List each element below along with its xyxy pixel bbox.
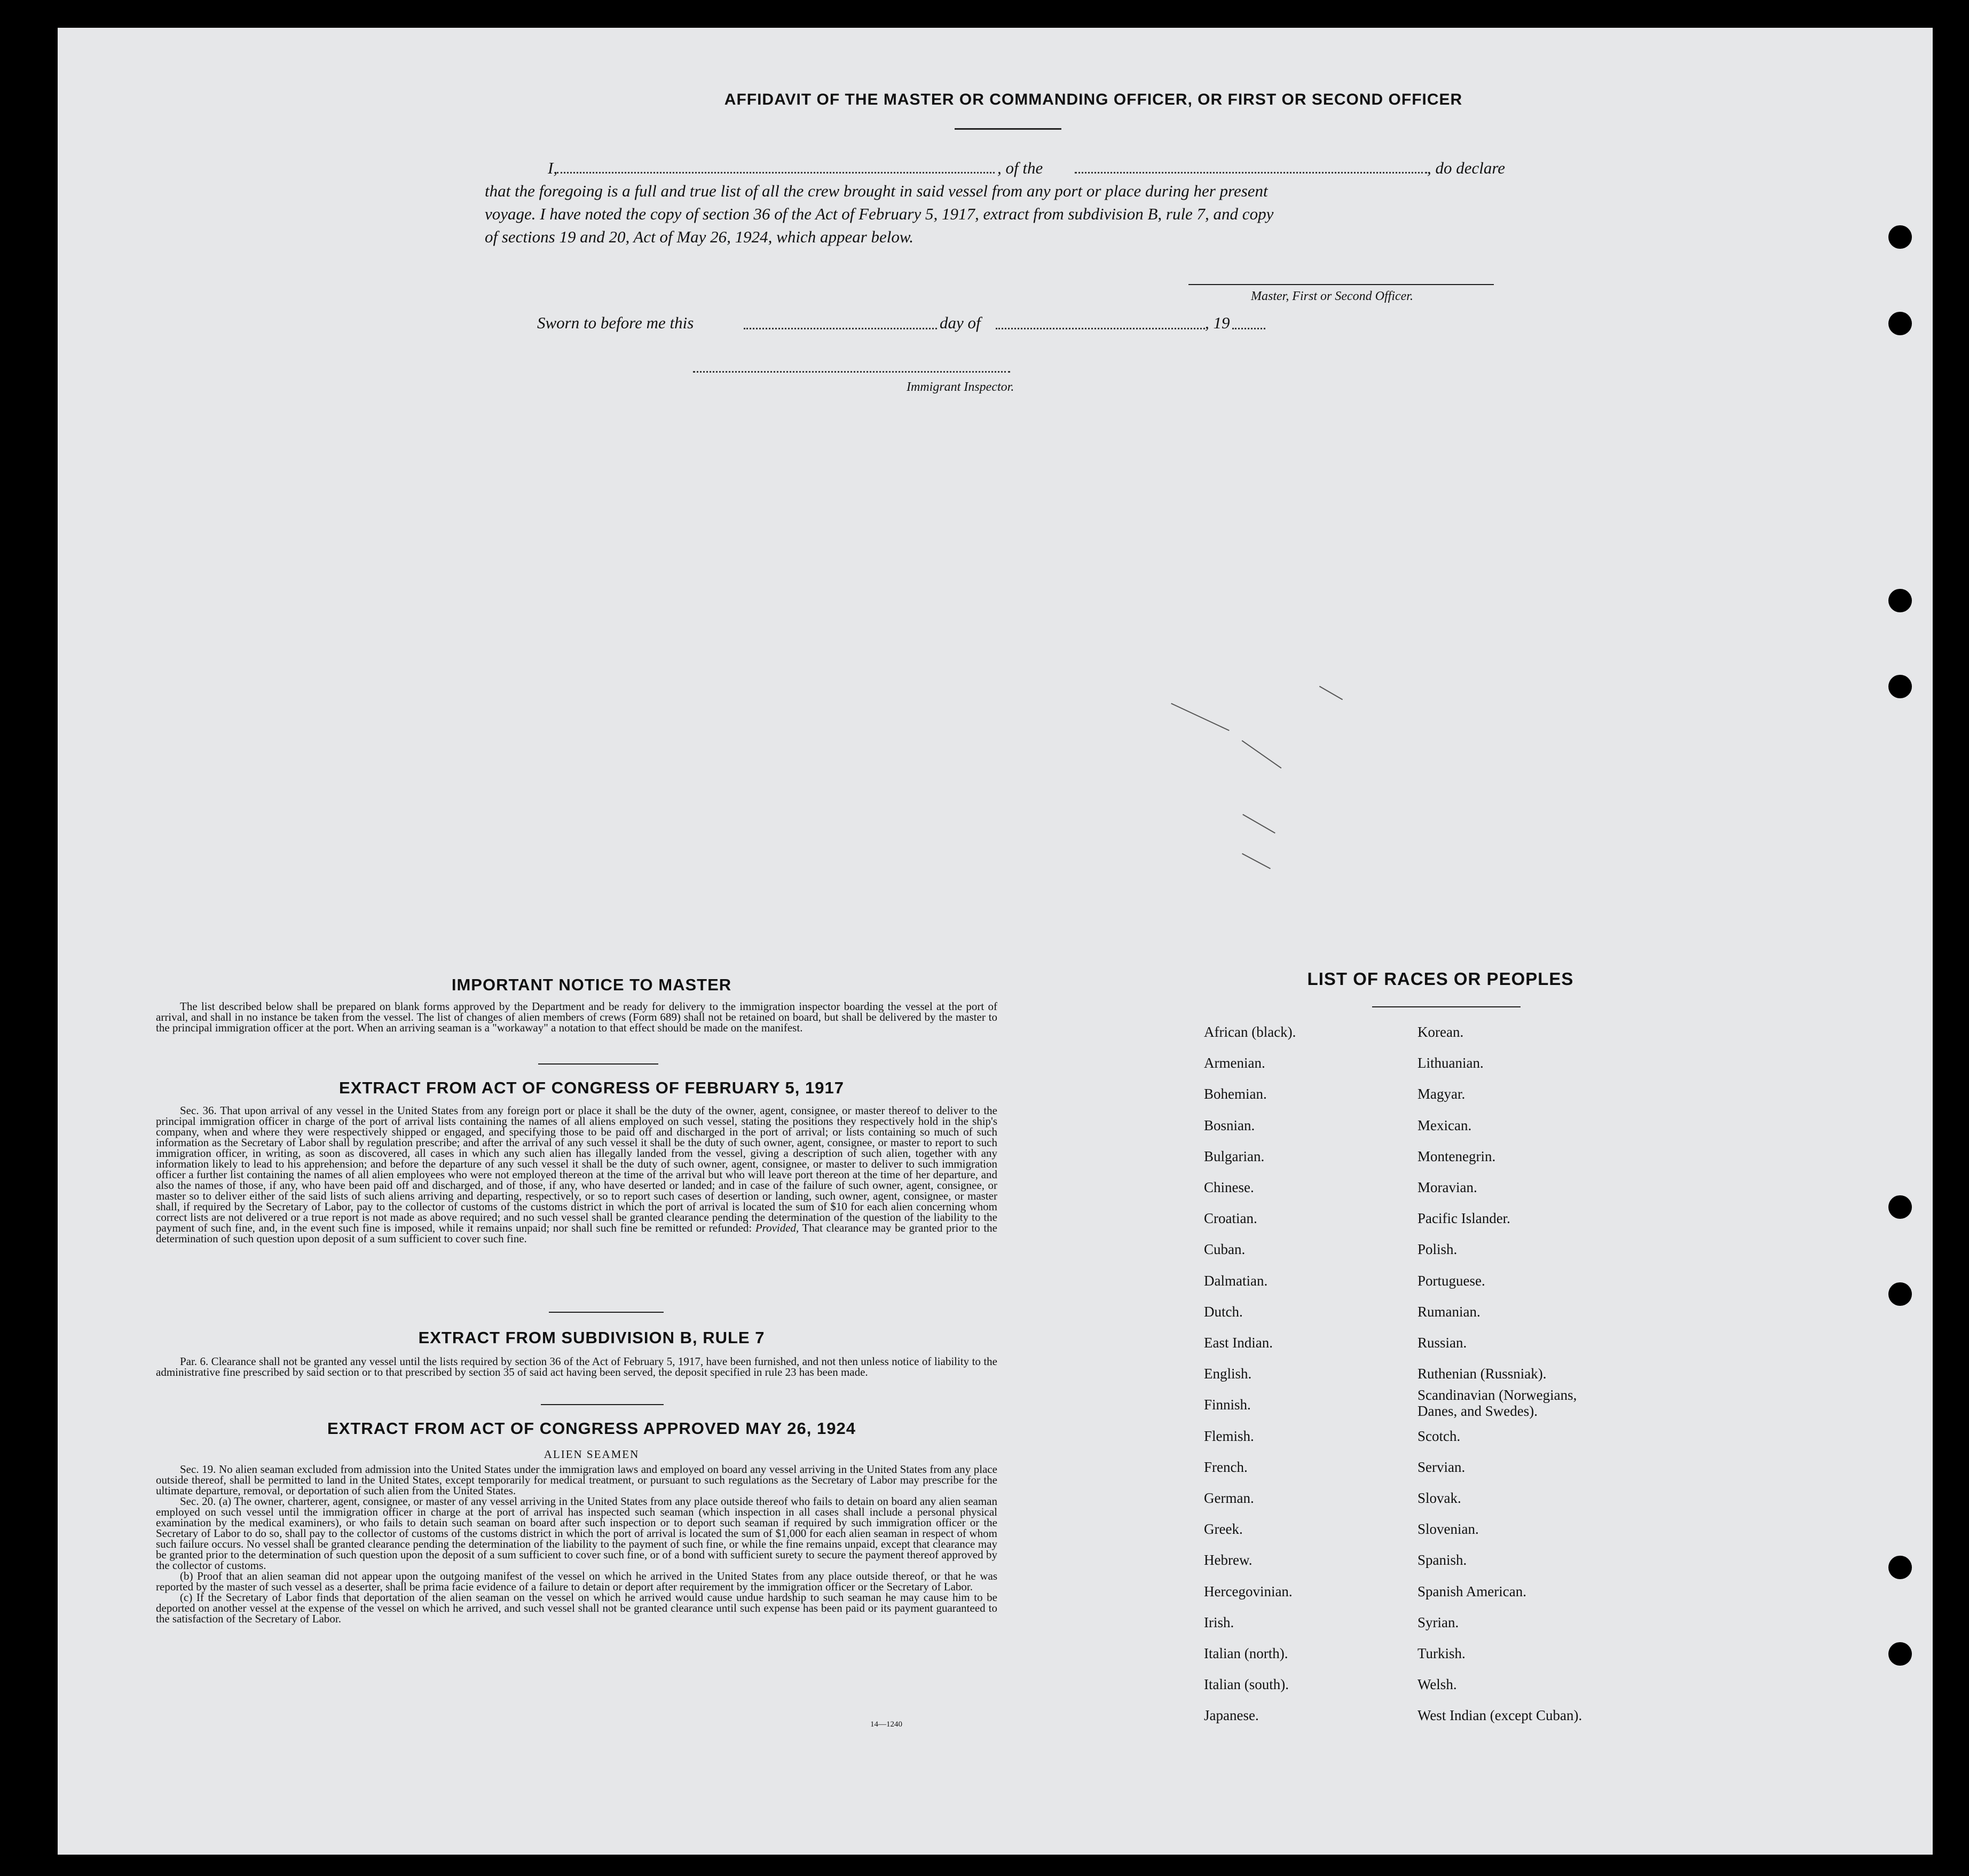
title-divider — [955, 128, 1061, 130]
section-36-text: Sec. 36. That upon arrival of any vessel in the United States from any foreign port or place it shall be the duty of the owner, agent, consignee, or master thereof to deliver to the principal immigration officer in charge of the port of arrival lists containing the names of all aliens employed on such vessel, stating the positions they respectively hold in the ship's company, when and where they were respectively shipped or engaged, and specifying those to be paid off and discharged in the port of arrival; or lists containing so much of such information as the Secretary of Labor shall by regulation prescribe; and after the arrival of any such vessel it shall be the duty of such owner, agent, consignee, or master to report to such immigration officer, in writing, as soon as discovered, all cases in which any such alien has illegally landed from the vessel, giving a description of such alien, together with any information likely to lead to his apprehension; and before the departure of any such vessel it shall be the duty of such owner, agent, consignee, or master to deliver to such immigration officer a further list containing the names of all alien employees who were not employed thereon at the time of the arrival but who will leave port thereon at the time of her departure, and also the names of those, if any, who have been paid off and discharged, and of those, if any, who have deserted or landed; and in case of the failure of such owner, agent, consignee, or master so to deliver either of the said lists of such aliens arriving and departing, respectively, or so to report such cases of desertion or landing, such owner, agent, consignee, or master shall, if required by the Secretary of Labor, pay to the collector of customs of the customs district in which the port of arrival is located the sum of $10 for each alien concerning whom correct lists are not delivered or a true report is not made as above required; and no such vessel shall be granted clearance pending the determination of the question of the liability to the payment of such fine, and, in the event such fine is imposed, while it remains unpaid; nor shall such fine be remitted or refunded: — [156, 1104, 997, 1234]
affidavit-declare: , do declare — [1427, 159, 1506, 177]
affidavit-text-line3: voyage. I have noted the copy of section 36 of the Act of February 5, 1917, extract from subdivision B, rule 7, and copy — [485, 204, 1274, 223]
inspector-label: Immigrant Inspector. — [907, 380, 1014, 394]
vessel-field[interactable] — [1075, 172, 1427, 174]
master-label: Master, First or Second Officer. — [1251, 289, 1413, 303]
race-item-left: Hebrew. — [1204, 1552, 1253, 1568]
race-item-right: Ruthenian (Russniak). — [1417, 1366, 1547, 1382]
race-item-left: Greek. — [1204, 1521, 1243, 1538]
race-item-right: Mexican. — [1417, 1117, 1472, 1133]
race-item-left: Croatian. — [1204, 1210, 1257, 1227]
binder-hole — [1888, 675, 1912, 698]
race-item-left: Dalmatian. — [1204, 1272, 1268, 1289]
affidavit-of-the: , of the — [997, 159, 1043, 177]
affidavit-text-line4: of sections 19 and 20, Act of May 26, 1924, which appear below. — [485, 227, 914, 246]
stray-mark — [1319, 686, 1343, 700]
name-field[interactable] — [557, 172, 995, 174]
extract-1917-title: EXTRACT FROM ACT OF CONGRESS OF FEBRUARY 5, 1917 — [339, 1078, 844, 1097]
section-divider — [538, 1063, 658, 1065]
race-item-left: African (black). — [1204, 1024, 1296, 1040]
notice-title: IMPORTANT NOTICE TO MASTER — [451, 975, 732, 994]
binder-hole — [1888, 312, 1912, 335]
binder-hole — [1888, 1195, 1912, 1219]
race-item-right: Scotch. — [1417, 1428, 1461, 1444]
sworn-year-field[interactable] — [1232, 328, 1265, 329]
race-item-right: Polish. — [1417, 1241, 1458, 1258]
binder-hole — [1888, 1282, 1912, 1306]
notice-paragraph: The list described below shall be prepared on blank forms approved by the Department and be ready for delivery to the immigration inspector boarding the vessel at the port of arrival, and shall in no instance be taken from the vessel. The list of changes of alien members of crews (Form 689) shall not be retained on board, but shall be delivered by the master to the principal immigration officer at the port. When an arriving seaman is a "workaway" a notation to that effect should be made on the manifest. — [156, 1000, 997, 1034]
extract-1924-text — [156, 1464, 997, 1624]
race-item-right: Moravian. — [1417, 1179, 1477, 1195]
proviso-word: Provided, — [755, 1221, 799, 1234]
race-item-right: Portuguese. — [1417, 1272, 1485, 1289]
extract-1924-title: EXTRACT FROM ACT OF CONGRESS APPROVED MAY 26, 1924 — [327, 1419, 856, 1438]
form-number: 14—1240 — [870, 1720, 902, 1729]
race-item-left: Italian (south). — [1204, 1676, 1289, 1693]
race-item-left: English. — [1204, 1366, 1252, 1382]
race-item-right: Lithuanian. — [1417, 1055, 1484, 1071]
race-item-right: Russian. — [1417, 1335, 1467, 1351]
race-item-right: Welsh. — [1417, 1676, 1457, 1693]
section-36-paragraph — [156, 1105, 997, 1244]
sworn-day-field[interactable] — [744, 328, 937, 329]
race-item-left: Bohemian. — [1204, 1086, 1267, 1102]
sworn-day-of: day of — [940, 313, 981, 332]
section-20c-paragraph: (c) If the Secretary of Labor finds that deportation of the alien seaman on the vessel on which he arrived would cause undue hardship to such seaman he may cause him to be deported on another vessel at the expense of the vessel on which he arrived, and such vessel shall not be granted clearance until such expense has been paid or its payment guaranteed to the satisfaction of the Secretary of Labor. — [156, 1591, 997, 1625]
race-item-right: Montenegrin. — [1417, 1148, 1496, 1164]
stray-mark — [1171, 703, 1230, 731]
binder-hole — [1888, 1556, 1912, 1579]
race-item-right: Syrian. — [1417, 1614, 1459, 1630]
affidavit-title: AFFIDAVIT OF THE MASTER OR COMMANDING OFFICER, OR FIRST OR SECOND OFFICER — [724, 91, 1463, 108]
race-item-right: Turkish. — [1417, 1645, 1466, 1661]
binder-hole — [1888, 1642, 1912, 1666]
alien-seamen-subtitle: ALIEN SEAMEN — [544, 1448, 640, 1461]
race-item-right: Servian. — [1417, 1459, 1466, 1475]
notice-text — [156, 1001, 997, 1033]
race-item-left: Bosnian. — [1204, 1117, 1255, 1133]
proviso-text: That clearance may be granted prior to the determination of such question upon deposit of a sum sufficient to cover such fine. — [156, 1221, 998, 1245]
affidavit-text-line2: that the foregoing is a full and true list of all the crew brought in said vessel from any port or place during her present — [485, 182, 1268, 200]
races-divider — [1372, 1006, 1521, 1007]
extract-rule7-text — [156, 1356, 997, 1377]
race-item-left: Flemish. — [1204, 1428, 1254, 1444]
race-item-left: Cuban. — [1204, 1241, 1246, 1258]
race-item-right: Pacific Islander. — [1417, 1210, 1510, 1227]
affidavit-i: I, — [548, 159, 558, 177]
sworn-year-prefix: , 19 — [1205, 313, 1230, 332]
race-item-right: Scandinavian (Norwegians, Danes, and Swedes). — [1417, 1387, 1577, 1420]
section-19-paragraph: Sec. 19. No alien seaman excluded from admission into the United States under the immigration laws and employed on board any vessel arriving in the United States from any place outside thereof, shall be permitted to land in the United States, except temporarily for medical treatment, or pursuant to such regulations as the Secretary of Labor may prescribe for the ultimate departure, removal, or deportation of such alien from the United States. — [156, 1463, 997, 1497]
race-item-right: Slovenian. — [1417, 1521, 1479, 1538]
form-sheet — [58, 28, 1933, 1855]
race-item-left: Bulgarian. — [1204, 1148, 1265, 1164]
races-title: LIST OF RACES OR PEOPLES — [1307, 969, 1574, 989]
race-item-right: Slovak. — [1417, 1490, 1461, 1506]
binder-hole — [1888, 225, 1912, 249]
race-item-right: Rumanian. — [1417, 1303, 1480, 1320]
section-20b-paragraph: (b) Proof that an alien seaman did not appear upon the outgoing manifest of the vessel on which he arrived in the United States from any place outside thereof, or that he was reported by the master of such vessel as a deserter, shall be prima facie evidence of a failure to detain or deport after requirement by the immigration officer or the Secretary of Labor. — [156, 1570, 997, 1593]
race-item-right: Spanish American. — [1417, 1583, 1526, 1599]
race-item-right: Magyar. — [1417, 1086, 1466, 1102]
race-item-left: French. — [1204, 1459, 1248, 1475]
sworn-month-field[interactable] — [996, 328, 1205, 329]
section-20a-paragraph: Sec. 20. (a) The owner, charterer, agent, consignee, or master of any vessel arriving in the United States from any place outside thereof who fails to detain on board any alien seaman employed on such vessel until the immigration officer in charge at the port of arrival has inspected such seaman (which inspection in all cases shall include a personal physical examination by the medical examiners), or who fails to detain such seaman on board after such inspection or to deport such seaman if required by such immigration officer or the Secretary of Labor to do so, shall pay to the collector of customs of the customs district in which the port of arrival is located the sum of $1,000 for each alien seaman in respect of whom such failure occurs. No vessel shall be granted clearance pending the determination of the liability to the payment of such fine, or while the fine remains unpaid, except that clearance may be granted prior to the determination of such question upon the deposit of a sum sufficient to cover such fine, or of a bond with sufficient surety to secure the payment thereof approved by the collector of customs. — [156, 1495, 997, 1572]
race-item-left: German. — [1204, 1490, 1254, 1506]
race-item-right: Korean. — [1417, 1024, 1464, 1040]
binder-hole — [1888, 589, 1912, 612]
stray-mark — [1242, 853, 1271, 869]
race-item-left: Armenian. — [1204, 1055, 1265, 1071]
race-item-right: West Indian (except Cuban). — [1417, 1707, 1582, 1724]
section-divider — [541, 1404, 664, 1405]
race-item-left: Chinese. — [1204, 1179, 1254, 1195]
inspector-signature-line[interactable] — [693, 371, 1010, 373]
stray-mark — [1242, 740, 1282, 768]
extract-rule7-title: EXTRACT FROM SUBDIVISION B, RULE 7 — [418, 1328, 765, 1347]
race-item-right: Spanish. — [1417, 1552, 1467, 1568]
race-item-left: Italian (north). — [1204, 1645, 1288, 1661]
race-item-left: Finnish. — [1204, 1397, 1251, 1413]
section-divider — [549, 1312, 664, 1313]
rule7-paragraph: Par. 6. Clearance shall not be granted any vessel until the lists required by section 36 of the Act of February 5, 1917, have been furnished, and not then unless notice of liability to the administrative fine prescribed by said section or to that prescribed by section 35 of said act having been served, the deposit specified in rule 23 has been made. — [156, 1355, 997, 1378]
race-item-left: Irish. — [1204, 1614, 1234, 1630]
race-item-left: Japanese. — [1204, 1707, 1259, 1724]
extract-1917-text — [156, 1105, 997, 1244]
race-item-left: East Indian. — [1204, 1335, 1273, 1351]
stray-mark — [1242, 814, 1275, 834]
race-item-left: Hercegovinian. — [1204, 1583, 1293, 1599]
master-signature-line[interactable] — [1188, 284, 1494, 285]
sworn-prefix: Sworn to before me this — [537, 313, 694, 332]
race-item-left: Dutch. — [1204, 1303, 1243, 1320]
